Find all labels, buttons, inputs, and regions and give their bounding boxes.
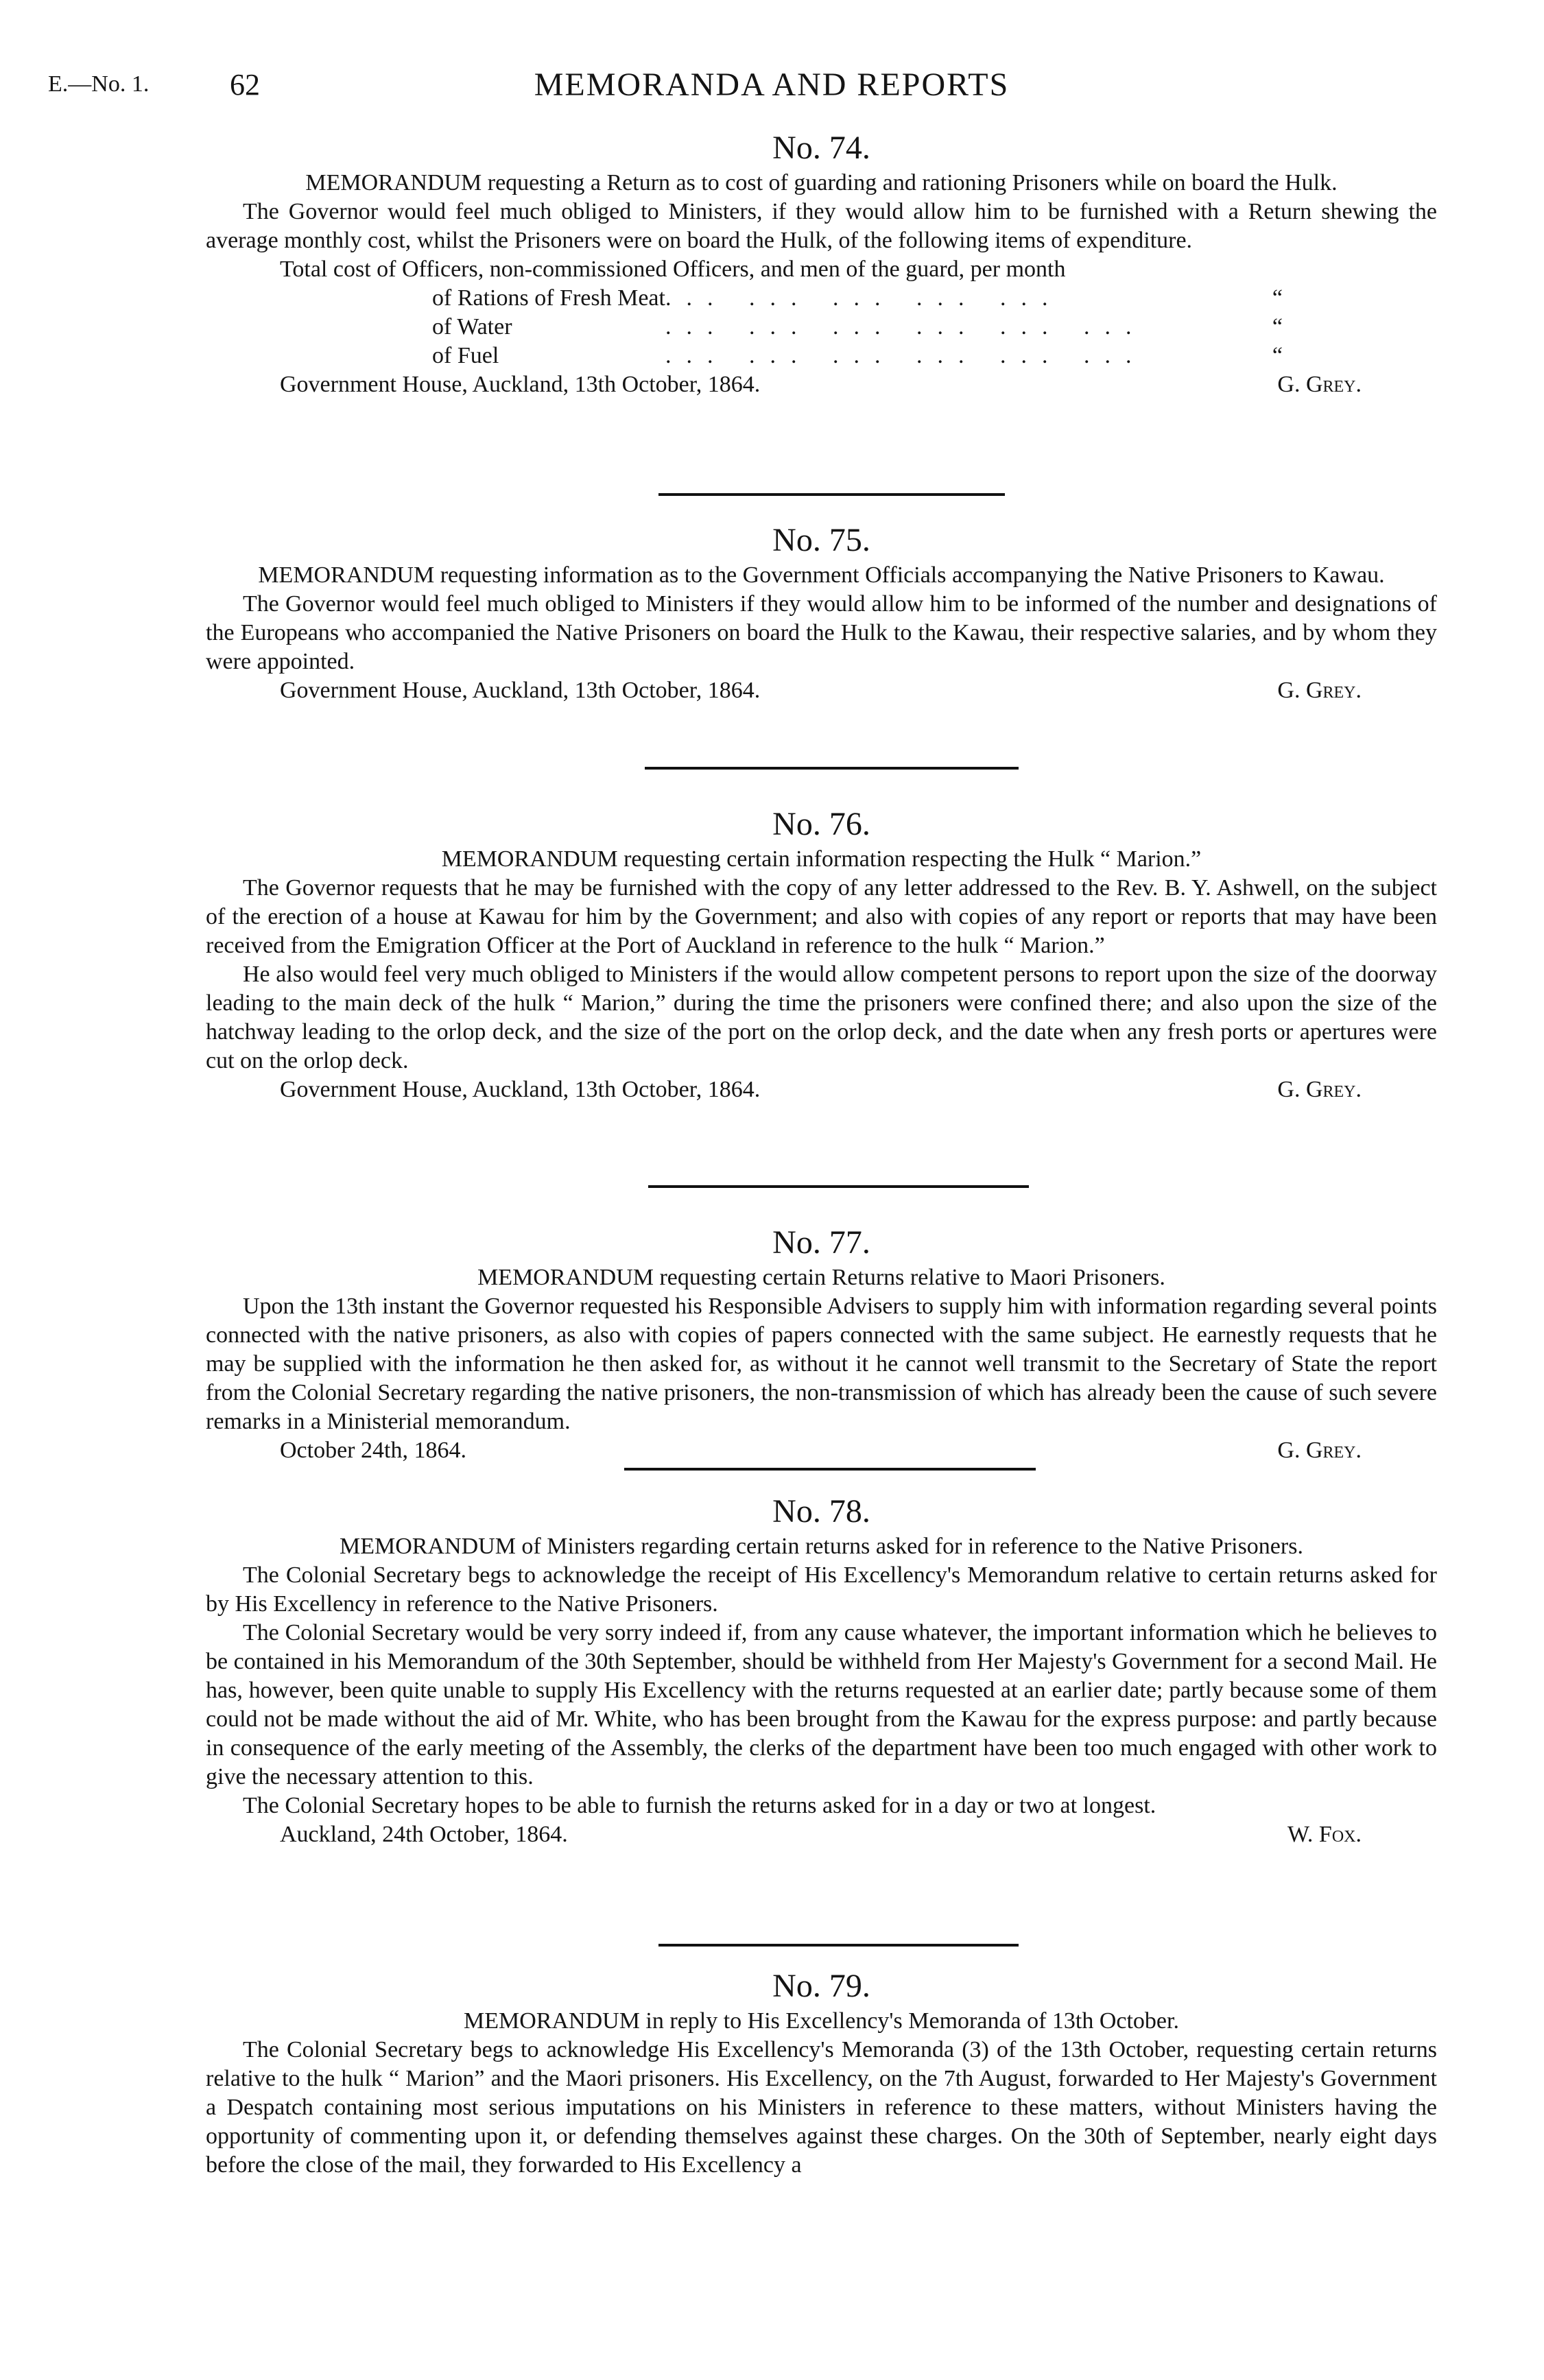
memo-paragraph: The Colonial Secretary begs to acknowledge the receipt of His Excellency's Memorandum relative to certain returns asked for by His Excellency in reference to the Native Prisoners.	[206, 1562, 1437, 1617]
signature-line	[206, 1820, 1437, 1849]
signature: W. Fox.	[1287, 1822, 1362, 1847]
leader-dots: ... ... ... ... ... ...	[665, 343, 1147, 368]
ditto-mark: “	[1272, 314, 1283, 340]
memo-number: No. 76.	[772, 806, 870, 842]
memo-paragraph: He also would feel very much obliged to Ministers if the would allow competent persons to report upon the size of the doorway leading to the main deck of the hulk “ Marion,” during the time the prisoners were confined there; and also upon the size of the hatchway leading to the orlop deck, and the size of the port on the orlop deck, and the date when any fresh ports or apertures were cut on the orlop deck.	[206, 962, 1437, 1073]
memo-paragraph: The Colonial Secretary begs to acknowledge His Excellency's Memoranda (3) of the 13th October, requesting certain returns relative to the hulk “ Marion” and the Maori prisoners. His Excellency, on the 7th August, forwarded to Her Majesty's Government a Despatch containing most serious imputations on his Ministers in reference to these matters, without Ministers having the opportunity of commenting upon it, or defending themselves against these charges. On the 30th of September, nearly eight days before the close of the mail, they forwarded to His Excellency a	[206, 2037, 1437, 2178]
signature: G. Grey.	[1277, 1438, 1362, 1463]
page-number: 62	[230, 68, 260, 102]
signature: G. Grey.	[1277, 1077, 1362, 1102]
memorandum-77	[206, 1222, 1437, 1465]
date-place: Government House, Auckland, 13th October, 1864.	[280, 372, 761, 397]
signature: G. Grey.	[1277, 372, 1362, 397]
section-rule	[645, 767, 1019, 770]
memo-number: No. 79.	[772, 1968, 870, 2004]
memo-caption: MEMORANDUM of Ministers regarding certain returns asked for in reference to the Native Prisoners.	[340, 1534, 1303, 1559]
section-rule	[658, 493, 1005, 496]
memorandum-75	[206, 520, 1437, 705]
memo-paragraph: The Colonial Secretary would be very sorry indeed if, from any cause whatever, the important information which he believes to be contained in his Memorandum of the 30th September, should be withheld from Her Majesty's Government for a second Mail. He has, however, been quite unable to supply His Excellency with the returns requested at an earlier date; partly because some of them could not be made without the aid of Mr. White, who has been brought from the Kawau for the express purpose: and partly because in consequence of the early meeting of the Assembly, the clerks of the department have been too much engaged with other work to give the necessary attention to this.	[206, 1620, 1438, 1789]
memo-number: No. 78.	[772, 1493, 870, 1530]
section-rule	[648, 1185, 1029, 1188]
ditto-mark: “	[1272, 285, 1283, 311]
signature-line	[206, 676, 1437, 705]
list-item	[432, 313, 1283, 342]
running-header	[48, 63, 1495, 111]
memo-number: No. 77.	[772, 1224, 870, 1261]
memo-number: No. 74.	[772, 130, 870, 166]
memo-paragraph: The Governor requests that he may be furnished with the copy of any letter addressed to the Rev. B. Y. Ashwell, on the subject of the erection of a house at Kawau for him by the Government; and also with copies of any report or reports that may have been received from the Emigration Officer at the Port of Auckland in reference to the hulk “ Marion.”	[206, 875, 1437, 958]
memo-caption: MEMORANDUM requesting a Return as to cost of guarding and rationing Prisoners while on board the Hulk.	[305, 170, 1338, 195]
signature-line	[206, 370, 1437, 399]
signature-line	[206, 1075, 1437, 1104]
memo-paragraph: The Colonial Secretary hopes to be able to furnish the returns asked for in a day or two at longest.	[243, 1793, 1156, 1818]
memo-caption: MEMORANDUM requesting information as to the Government Officials accompanying the Native Prisoners to Kawau.	[258, 562, 1385, 588]
items-lead: Total cost of Officers, non-commissioned Officers, and men of the guard, per month	[280, 257, 1066, 282]
date-place: October 24th, 1864.	[280, 1438, 466, 1463]
signature-line	[206, 1436, 1437, 1465]
memorandum-76	[206, 804, 1437, 1104]
leader-dots: ... ... ... ... ... ...	[665, 314, 1147, 340]
list-item	[432, 284, 1283, 313]
item-label: of Rations of Fresh Meat	[432, 285, 665, 311]
memo-caption: MEMORANDUM requesting certain Returns relative to Maori Prisoners.	[477, 1265, 1165, 1290]
item-label: of Fuel	[432, 343, 499, 368]
memo-paragraph: The Governor would feel much obliged to Ministers, if they would allow him to be furnished with a Return shewing the average monthly cost, whilst the Prisoners were on board the Hulk, of the following items of expenditure.	[206, 199, 1437, 253]
memo-number: No. 75.	[772, 522, 870, 558]
expenditure-items	[432, 284, 1283, 370]
paper-reference: E.—No. 1.	[48, 71, 150, 97]
date-place: Auckland, 24th October, 1864.	[280, 1822, 568, 1847]
signature: G. Grey.	[1277, 678, 1362, 703]
running-title: MEMORANDA AND REPORTS	[534, 67, 1010, 103]
memorandum-74	[206, 128, 1437, 399]
memo-paragraph: Upon the 13th instant the Governor requested his Responsible Advisers to supply him with information regarding several points connected with the native prisoners, as also with copies of papers connected with the same subject. He earnestly requests that he may be supplied with the information he then asked for, as without it he cannot well transmit to the Secretary of State the report from the Colonial Secretary regarding the native prisoners, the non-transmission of which has already been the cause of such severe remarks in a Ministerial memorandum.	[206, 1294, 1437, 1434]
memorandum-78	[206, 1491, 1437, 1849]
date-place: Government House, Auckland, 13th October, 1864.	[280, 1077, 761, 1102]
section-rule	[658, 1944, 1019, 1947]
section-rule	[624, 1468, 1036, 1471]
memo-caption: MEMORANDUM requesting certain information respecting the Hulk “ Marion.”	[441, 846, 1202, 872]
memo-paragraph: The Governor would feel much obliged to Ministers if they would allow him to be informed of the number and designations of the Europeans who accompanied the Native Prisoners on board the Hulk to the Kawau, their respective salaries, and by whom they were appointed.	[206, 591, 1437, 674]
ditto-mark: “	[1272, 343, 1283, 368]
memo-caption: MEMORANDUM in reply to His Excellency's Memoranda of 13th October.	[464, 2008, 1179, 2034]
date-place: Government House, Auckland, 13th October, 1864.	[280, 678, 761, 703]
list-item	[432, 342, 1283, 370]
memorandum-79	[206, 1966, 1437, 2180]
leader-dots: ... ... ... ... ...	[665, 285, 1063, 311]
item-label: of Water	[432, 314, 512, 340]
